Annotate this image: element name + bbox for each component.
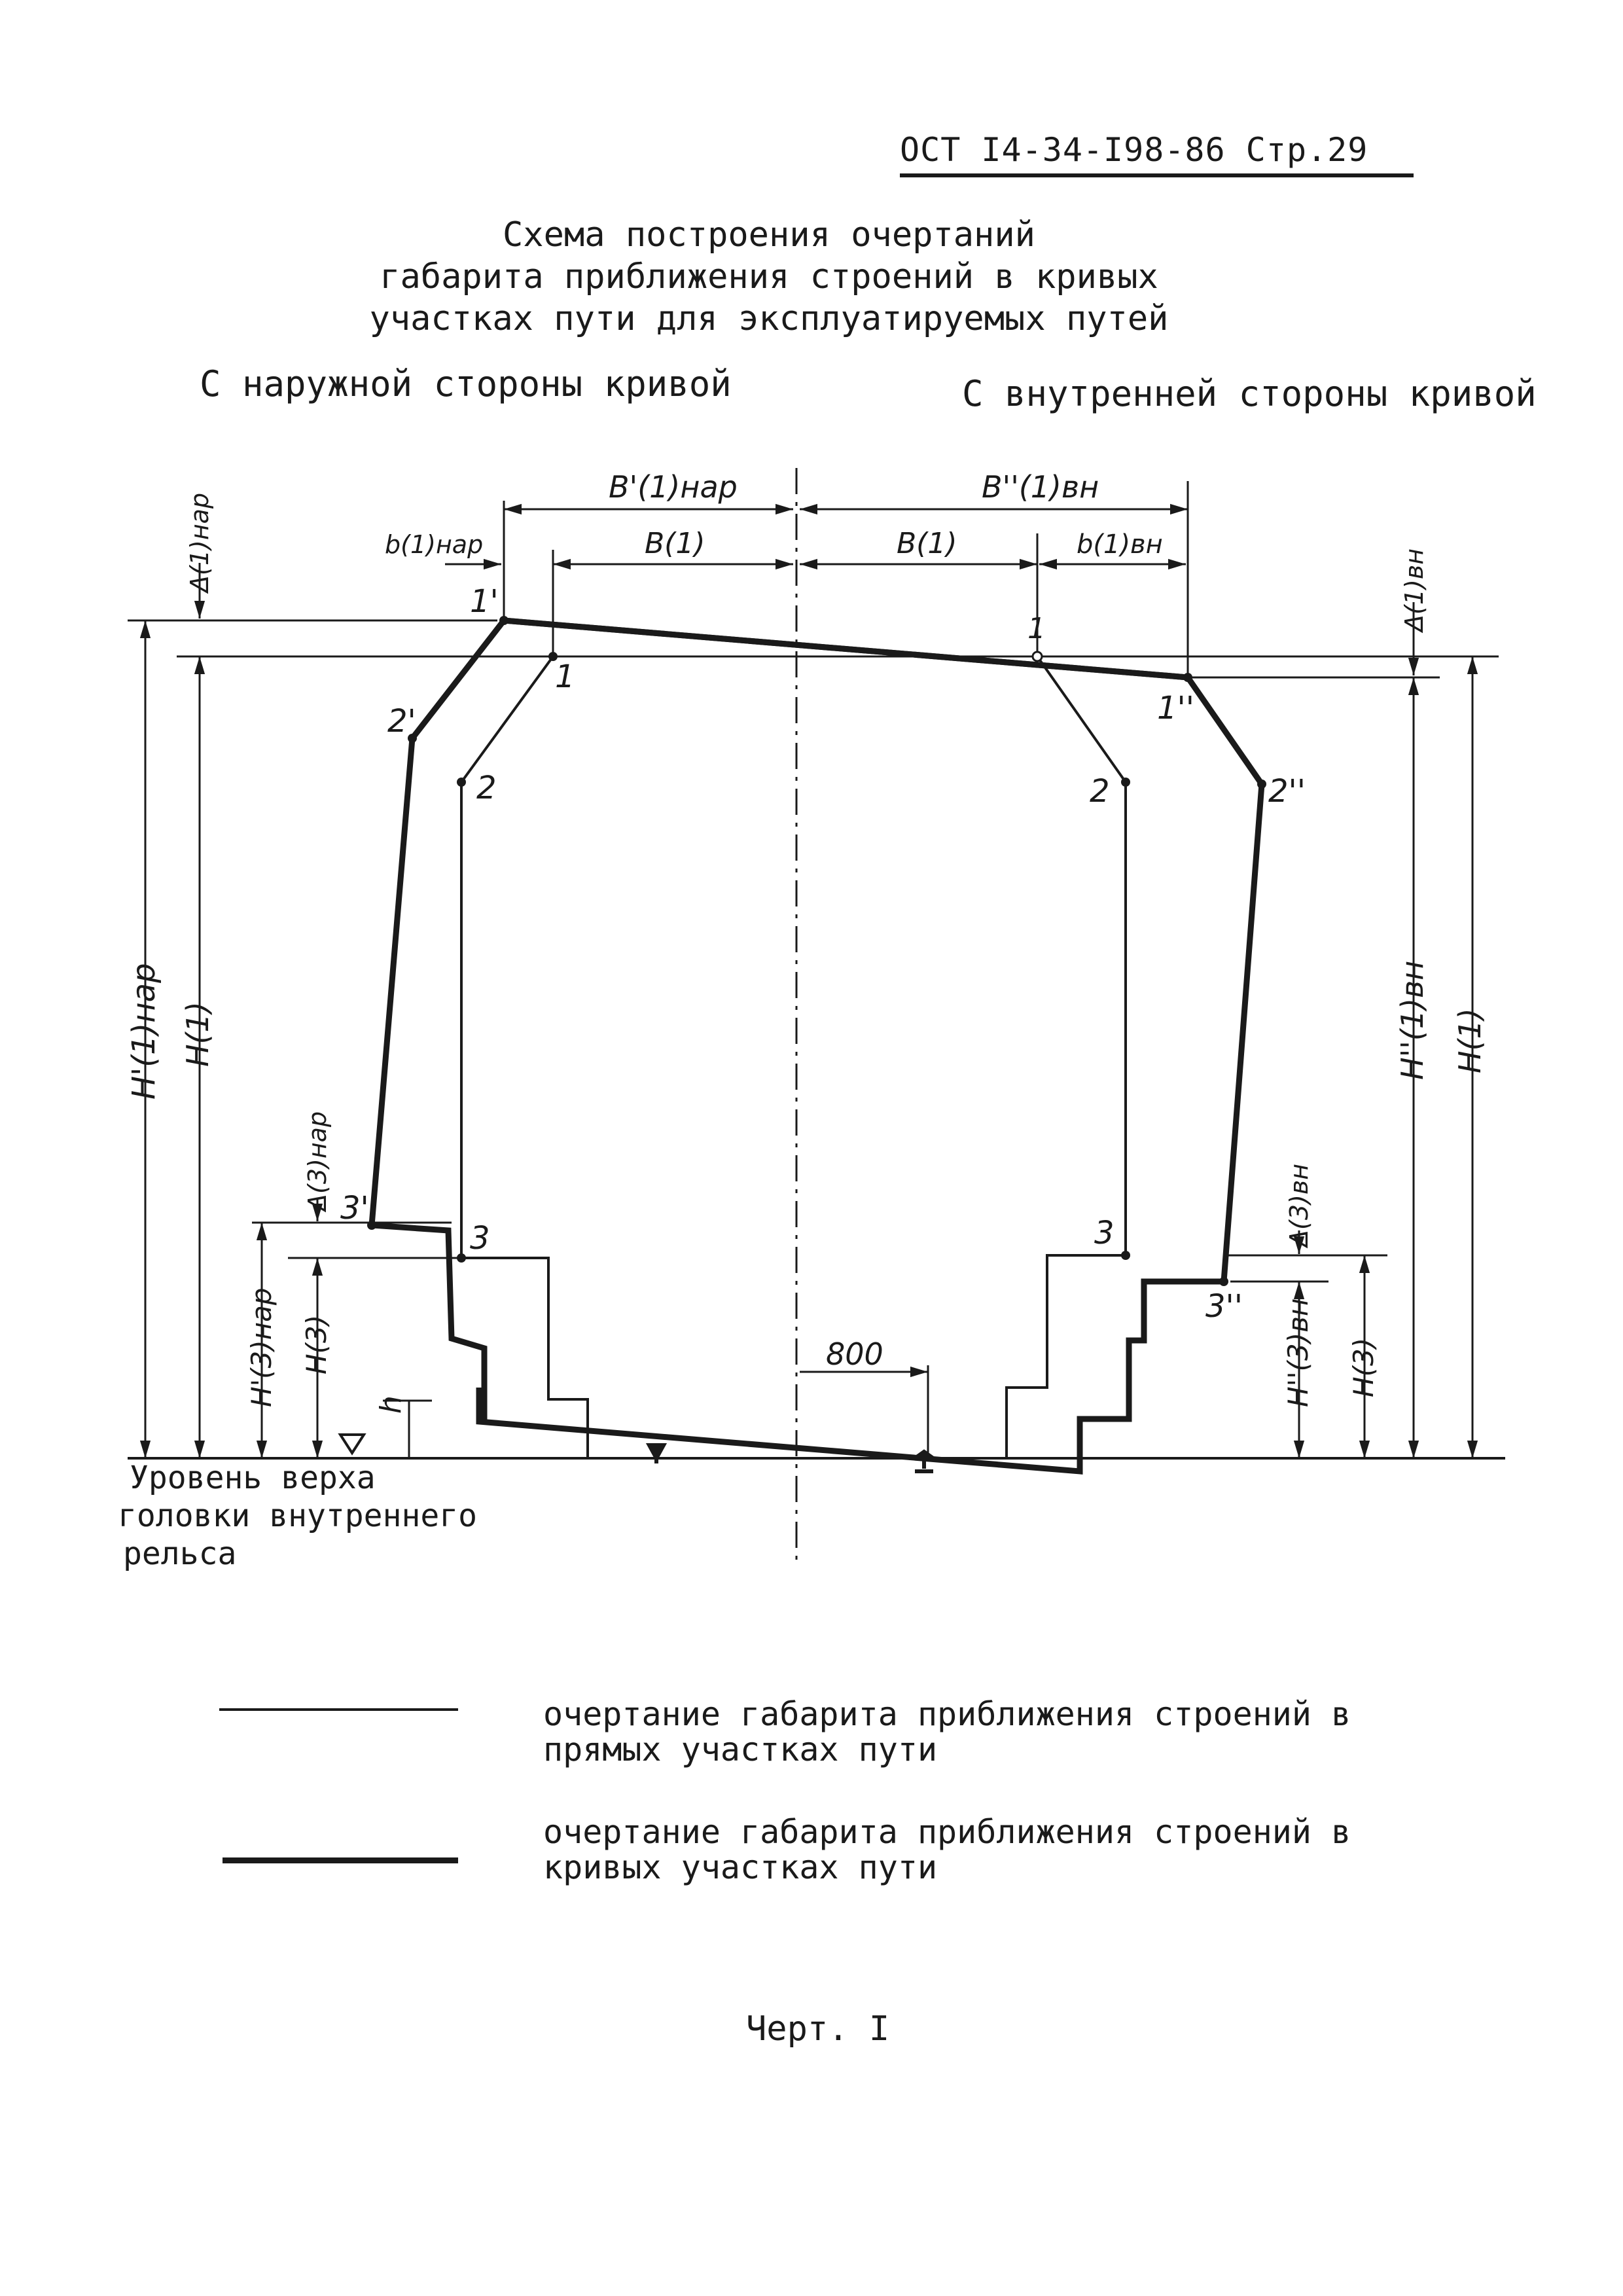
- label-point-3-left: 3: [470, 1220, 490, 1257]
- title-line-2: габарита приближения строений в кривых: [380, 257, 1158, 296]
- label-b1-left: B(1): [645, 527, 705, 560]
- label-b1-vn: b(1)вн: [1077, 529, 1163, 560]
- label-b1-nar: b(1)нар: [385, 530, 484, 559]
- label-b1-right: B(1): [897, 527, 957, 560]
- point-marker: [1121, 778, 1130, 787]
- label-point-2-right: 2: [1090, 773, 1110, 810]
- label-point-3-dprime: 3'': [1205, 1288, 1243, 1325]
- curve-top-chord: [504, 620, 1188, 677]
- label-delta3-vn: Δ(3)вн: [1285, 1163, 1313, 1247]
- figure-caption: Черт. I: [746, 2009, 890, 2049]
- label-h3-vn-dprime: H''(3)вн: [1282, 1298, 1314, 1407]
- label-h3-right: H(3): [1347, 1337, 1380, 1397]
- legend-thick-line: [223, 1857, 458, 1863]
- label-delta3-nar: Δ(3)нар: [303, 1111, 332, 1211]
- label-point-1-right: 1: [1027, 612, 1046, 645]
- label-b1-vn-dprime: B''(1)вн: [982, 469, 1099, 505]
- rail-level-label-line-2: головки внутреннего: [118, 1498, 478, 1534]
- title-line-3: участках пути для эксплуатируемых путей: [369, 299, 1169, 338]
- outer-side-label: С наружной стороны кривой: [200, 363, 732, 404]
- label-b1-nar-prime: B'(1)нар: [609, 469, 738, 505]
- label-h3-nar-prime: H'(3)нар: [245, 1287, 277, 1407]
- point-marker: [1257, 780, 1266, 789]
- point-marker: [1033, 652, 1042, 661]
- rail-level-label-line-3: рельса: [123, 1535, 237, 1572]
- inner-side-label: С внутренней стороны кривой: [962, 373, 1537, 414]
- label-h1-left: H(1): [180, 1001, 215, 1067]
- label-point-2-left: 2: [476, 770, 497, 806]
- point-marker: [457, 1253, 466, 1263]
- point-marker: [1183, 673, 1192, 682]
- label-point-1-left: 1: [555, 658, 575, 695]
- curve-outline: [372, 620, 1262, 1471]
- label-point-3-right: 3: [1094, 1215, 1115, 1251]
- label-point-2-dprime: 2'': [1268, 773, 1306, 810]
- label-800: 800: [826, 1336, 883, 1372]
- point-marker: [1121, 1251, 1130, 1260]
- label-h1-vn-dprime: H''(1)вн: [1395, 960, 1430, 1080]
- legend-thin-line: [219, 1708, 458, 1711]
- label-h: h: [374, 1395, 408, 1414]
- legend-1-text-line-2: прямых участках пути: [543, 1731, 938, 1768]
- point-marker: [499, 616, 508, 625]
- legend-2-text-line-2: кривых участках пути: [543, 1848, 938, 1886]
- document-header: ОСТ I4-34-I98-86 Стр.29: [900, 131, 1368, 169]
- label-delta1-vn: Δ(1)вн: [1400, 548, 1429, 632]
- label-point-2-prime: 2': [387, 703, 416, 740]
- label-delta1-nar: Δ(1)нар: [185, 492, 214, 592]
- label-h1-nar-prime: H'(1)нар: [126, 963, 162, 1100]
- label-point-3-prime: 3': [340, 1190, 369, 1227]
- rail-outer-icon: [649, 1445, 664, 1463]
- label-h1-right: H(1): [1452, 1008, 1488, 1073]
- label-point-1-dprime: 1'': [1157, 690, 1194, 726]
- label-point-1-prime: 1': [470, 583, 499, 620]
- legend-1-text-line-1: очертание габарита приближения строений в: [543, 1695, 1351, 1733]
- legend-2-text-line-1: очертание габарита приближения строений в: [543, 1813, 1351, 1851]
- level-triangle-icon: [340, 1435, 364, 1453]
- point-marker: [1219, 1277, 1228, 1286]
- title-line-1: Схема построения очертаний: [503, 215, 1035, 255]
- point-marker: [457, 778, 466, 787]
- label-h3-left: H(3): [300, 1314, 332, 1374]
- rail-level-label-line-1: Уровень верха: [130, 1460, 376, 1496]
